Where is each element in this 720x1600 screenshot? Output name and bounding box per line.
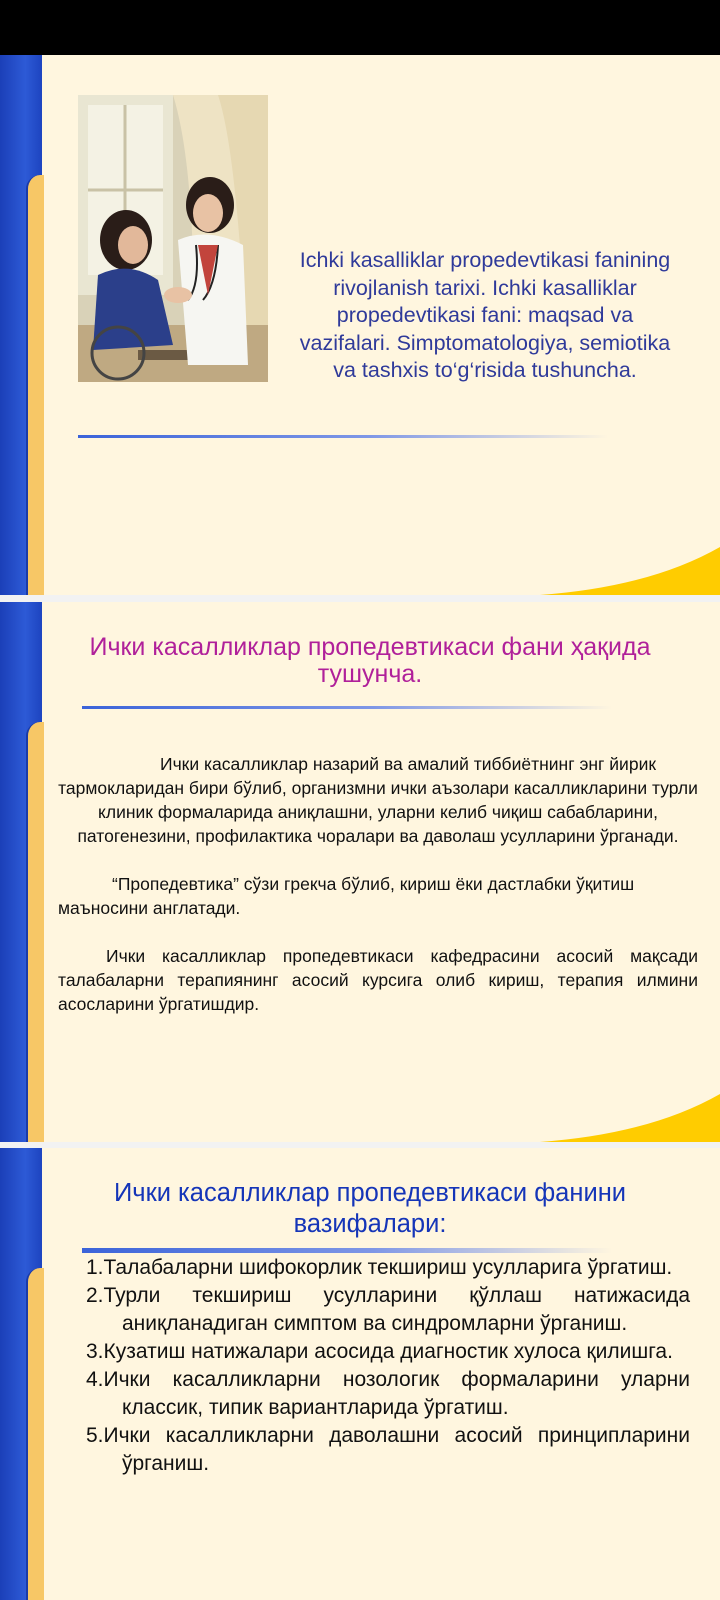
title-underline [82, 1248, 612, 1253]
slide-3 [0, 1148, 720, 1600]
list-item: 4.Ички касалликларни нозологик формаларини уларни классик, типик вариантларида ўргатиш. [86, 1368, 690, 1419]
paragraph-1: Ички касалликлар назарий ва амалий тиббиётнинг энг йирик тармокларидан бири бўлиб, организмни ички аъзолари касалликларини турли клиник формаларида аниқлашни, уларни келиб чиқиш сабабларини, патогенезини, профилактика чоралари ва даволаш усулларини ўрганади. [58, 754, 698, 846]
doctor-patient-photo [78, 95, 268, 382]
slide-3-title: Ички касалликлар пропедевтикаси фанини вазифалари: [113, 1179, 627, 1238]
slide-side-accent [26, 722, 44, 1142]
slide-2 [0, 602, 720, 1142]
corner-swoosh [540, 1094, 720, 1142]
list-item: 1.Талабаларни шифокорлик текшириш усулларига ўргатиш. [86, 1256, 673, 1279]
paragraph-2: “Пропедевтика” сўзи грекча бўлиб, кириш ёки дастлабки ўқитиш маъносини англатади. [58, 874, 635, 918]
slide-2-body [58, 752, 698, 1040]
top-black-bar [0, 0, 720, 55]
slide-2-title: Ички касалликлар пропедевтикаси фани ҳақида тушунча. [89, 633, 651, 688]
slide-side-accent [26, 1268, 44, 1600]
corner-swoosh [540, 547, 720, 595]
slide-side-accent [26, 175, 44, 595]
paragraph-3: Ички касалликлар пропедевтикаси кафедрасини асосий мақсади талабаларни терапиянинг асосий курсига олиб кириш, терапия илмини асосларини ўргатишдир. [58, 946, 698, 1014]
list-item: 3.Кузатиш натижалари асосида диагностик хулоса қилишга. [86, 1340, 673, 1363]
title-underline [78, 435, 608, 438]
title-underline [82, 706, 612, 709]
list-item: 5.Ички касалликларни даволашни асосий принципларини ўрганиш. [86, 1424, 690, 1475]
list-item: 2.Турли текшириш усулларини қўллаш натижасида аниқланадиган симптом ва синдромларни ўрганиш. [86, 1284, 690, 1335]
slide-1 [0, 55, 720, 595]
tasks-list [86, 1254, 690, 1478]
slide-1-title: Ichki kasalliklar propedevtikasi fanining rivojlanish tarixi. Ichki kasalliklar propedevtikasi fani: maqsad va vazifalari. Simptomatologiya, semiotika va tashxis to‘g‘risida tushuncha. [299, 248, 671, 382]
